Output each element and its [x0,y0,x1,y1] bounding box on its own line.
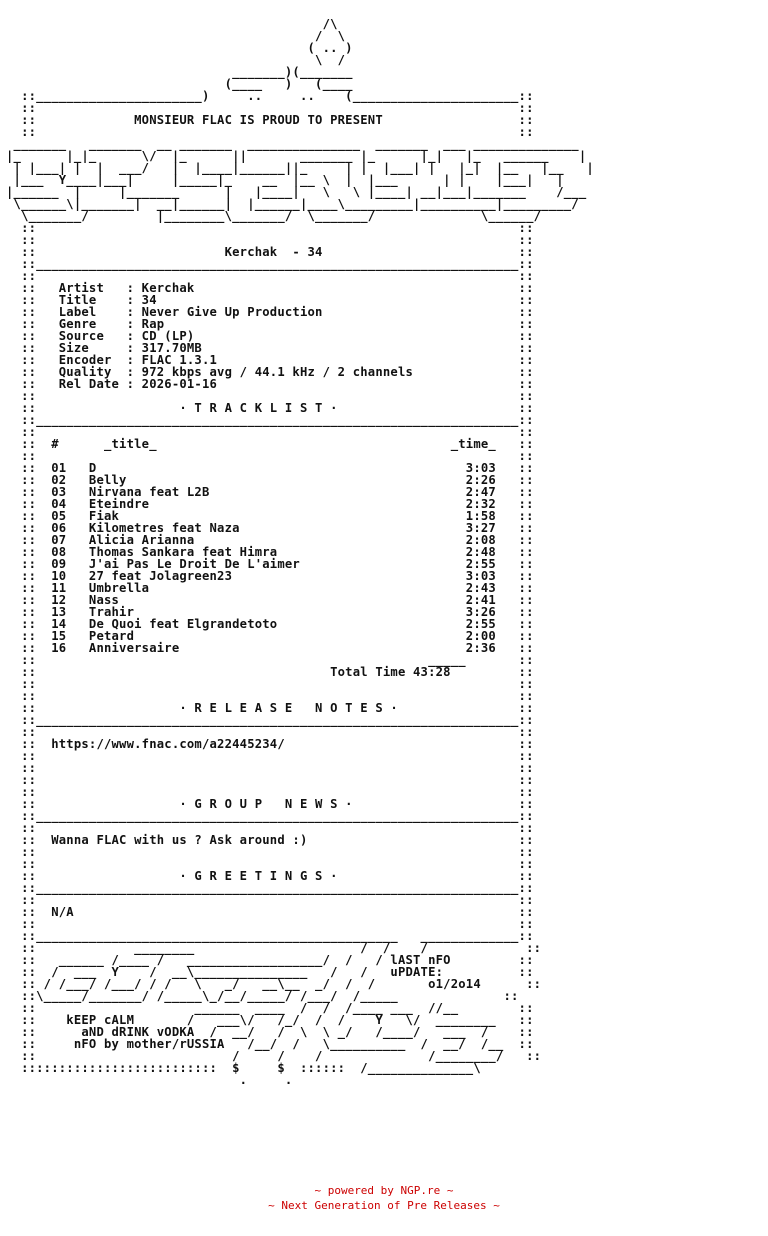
footer [0,1183,768,1213]
nfo-text: /\ / \ ( .. ) \ / _______)(_______ (____ ) (____ ::______________________) .. .. (______________________:: :: :: :: MONSIEUR FLAC IS PROUD TO PRESENT :: :: :: _______ _______ __ _______ _______________ _______ ___ ______________ |_ |_|_ \/ |_ || _______ |_ |_| |_ ______ | | |___| | | ___/ | |____|______||_ | | |___| | |_| |__ |__ | |___ Y____|___| |_____|_ __ |__ \ | |___ | | |___| | |______ | |_______ | |____| \ \ |____| __|___|_______ /___ \______\|_______| __|______| |______|____\_________|__________|_________/ \_______/ |________\_______/ \_______/ \______/ :: :: :: :: :: Kerchak - 34 :: ::________________________________________________________________:: :: :: :: Artist : Kerchak :: :: Title : 34 :: :: Label : Never Give Up Production :: :: Genre : Rap :: :: Source : CD (LP) :: :: Size : 317.70MB :: :: Encoder : FLAC 1.3.1 :: :: Quality : 972 kbps avg / 44.1 kHz / 2 channels :: :: Rel Date : 2026-01-16 :: :: :: :: · T R A C K L I S T · :: ::________________________________________________________________:: :: :: :: # _title_ _time_ :: :: :: :: 01 D 3:03 :: :: 02 Belly 2:26 :: :: 03 Nirvana feat L2B 2:47 :: :: 04 Eteindre 2:32 :: :: 05 Fiak 1:58 :: :: 06 Kilometres feat Naza 3:27 :: :: 07 Alicia Arianna 2:08 :: :: 08 Thomas Sankara feat Himra 2:48 :: :: 09 J'ai Pas Le Droit De L'aimer 2:55 :: :: 10 27 feat Jolagreen23 3:03 :: :: 11 Umbrella 2:43 :: :: 12 Nass 2:41 :: :: 13 Trahir 3:26 :: :: 14 De Quoi feat Elgrandetoto 2:55 :: :: 15 Petard 2:00 :: :: 16 Anniversaire 2:36 :: :: _____ :: :: Total Time 43:28 :: :: :: :: :: :: · R E L E A S E N O T E S · :: ::________________________________________________________________:: :: :: :: https://www.fnac.com/a22445234/ :: :: :: :: :: :: :: :: :: :: · G R O U P N E W S · :: ::________________________________________________________________:: :: :: :: Wanna FLAC with us ? Ask around :) :: :: :: :: :: :: · G R E E T I N G S · :: ::________________________________________________________________:: :: :: :: N/A :: :: :: ::________________________________________________ _____________:: :: ________ / / / :: :: ______ /____ / __________________/ / / lAST nFO :: :: / ___ Y / __\_______________ / / uPDATE: :: :: / /___/ /___/ / / \ _/ __\__ _/ / / o1/2o14 :: ::\_____/_______/ /_____\_/__/_____/ /___/ /_____ :: :: ______ ____ / / /____ ___ //__ :: :: kEEP cALM / ___\/ /_/ / / Y \/ ________ :: :: aND dRINK vODKA / __/ / \ \ _/ /____/ ___ / :: :: nFO by mother/rUSSIA /__/ / \__________ / __/ /__ :: :: / / / /________/ :: :::::::::::::::::::::::::: $ $ :::::: /______________\ . . [6,18,594,1087]
footer-tagline: ~ Next Generation of Pre Releases ~ [268,1199,500,1212]
footer-powered-by: ~ powered by NGP.re ~ [314,1184,454,1197]
